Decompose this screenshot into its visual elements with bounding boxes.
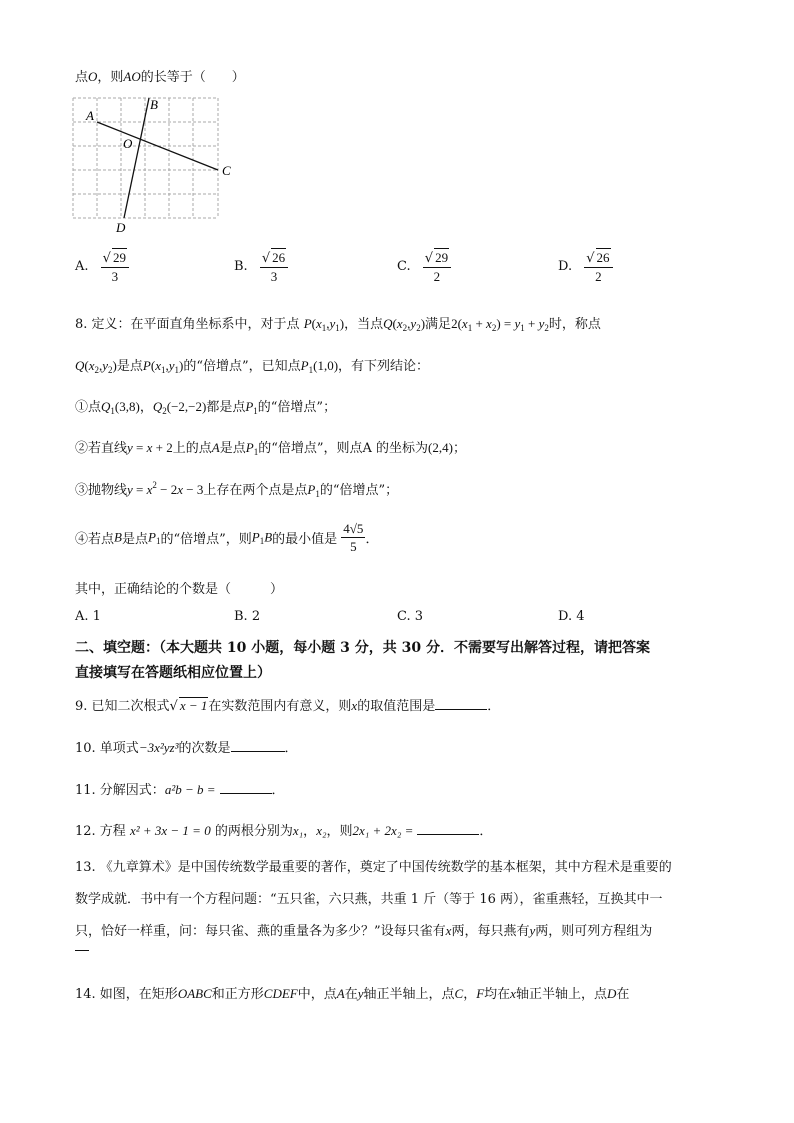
q10-answer-blank[interactable] <box>231 751 285 752</box>
q8-line1: 8. 定义：在平面直角坐标系中，对于点 $P(x_1,y_1)$，当点$Q(x_2,y_2)$满足$2(x_1 + x_2) = y_1 + y_2$时，称点 <box>75 316 601 333</box>
q8-option-c[interactable]: C. 3 <box>397 609 424 624</box>
q7-grid-figure <box>68 92 248 237</box>
q10: 10. 单项式−3x²yz³的次数是 ． <box>75 740 298 756</box>
q13-line3: 只，恰好一样重，问：每只雀、燕的重量各为多少？”设每只雀有x两，每只燕有y两，则可列方程组为 <box>75 923 653 939</box>
q14-line1: 14. 如图，在矩形OABC和正方形CDEF中，点A在y轴正半轴上，点C，F均在x轴正半轴上，点D在 <box>75 986 630 1002</box>
q7-option-a[interactable]: A. $\frac{√ 29}{3}$ <box>75 248 129 285</box>
label-o: O <box>123 136 133 151</box>
q9: 9. 已知二次根式√ x − 1在实数范围内有意义，则x的取值范围是 ． <box>75 698 501 714</box>
q12: 12. 方程 x² + 3x − 1 = 0 的两根分别为x₁，x₂，则2x₁ + 2x₂ = ． <box>75 823 493 839</box>
section2-heading-line1: 二、填空题：（本大题共 10 小题，每小题 3 分，共 30 分．不需要写出解答过程，请把答案 <box>75 640 650 656</box>
q11-answer-blank[interactable] <box>220 793 272 794</box>
q12-answer-blank[interactable] <box>417 834 479 835</box>
q8-line2: $Q(x_2,y_2)$是点$P(x_1,y_1)$的“倍增点”，已知点$P_1(1,0)$，有下列结论： <box>75 358 430 375</box>
q8-option-b[interactable]: B. 2 <box>234 609 261 624</box>
q8-statement-1: ①点$Q_1(3,8)$，$Q_2(-2,-2)$都是点$P_1$的“倍增点”； <box>75 399 337 416</box>
q9-answer-blank[interactable] <box>435 709 487 710</box>
q7-stem <box>75 66 245 85</box>
q8-statement-3: ③抛物线$y = x^2 - 2x - 3$上存在两个点是点$P_1$的“倍增点”； <box>75 480 399 499</box>
label-d: D <box>116 220 126 235</box>
label-b: B <box>150 97 158 112</box>
q8-statement-2: ②若直线y = x + 2上的点A是点$P_1$的“倍增点”，则点A 的坐标为(2,4)； <box>75 440 466 457</box>
q7-option-c[interactable]: C. $\frac{√ 29}{2}$ <box>397 248 451 285</box>
q8-min-value: $\frac{4√5}{5}$ <box>343 521 364 554</box>
q13-line1: 13. 《九章算术》是中国传统数学最重要的著作，奠定了中国传统数学的基本框架，其中方程术是重要的 <box>75 860 672 875</box>
q8-option-a[interactable]: A. 1 <box>75 609 101 624</box>
q13-answer-blank[interactable] <box>75 950 89 951</box>
q11: 11. 分解因式：a²b − b = ． <box>75 782 285 798</box>
section2-heading-line2: 直接填写在答题纸相应位置上） <box>75 665 271 681</box>
q8-option-d[interactable]: D. 4 <box>558 609 585 624</box>
q7-option-b[interactable]: B. $\frac{√ 26}{3}$ <box>234 248 288 285</box>
q7-text: ，则 <box>97 70 124 85</box>
label-a: A <box>86 108 94 123</box>
q8-ask: 其中，正确结论的个数是（ ） <box>75 582 284 597</box>
label-c: C <box>222 163 231 178</box>
q7-text: 的长等于（ ） <box>140 70 245 85</box>
q7-var-ao: AO <box>123 69 141 84</box>
q8-statement-4: ④若点B是点$P_1$的“倍增点”，则$P_1B$的最小值是 $\frac{4√5}{5}$ ． <box>75 521 379 554</box>
q7-option-d[interactable]: D. $\frac{√ 26}{2}$ <box>558 248 613 285</box>
q7-var-o: O <box>88 69 98 84</box>
q13-line2: 数学成就．书中有一个方程问题：“五只雀，六只燕，共重 1 斤（等于 16 两），雀重燕轻，互换其中一 <box>75 892 663 907</box>
q7-text: 点 <box>75 70 89 85</box>
